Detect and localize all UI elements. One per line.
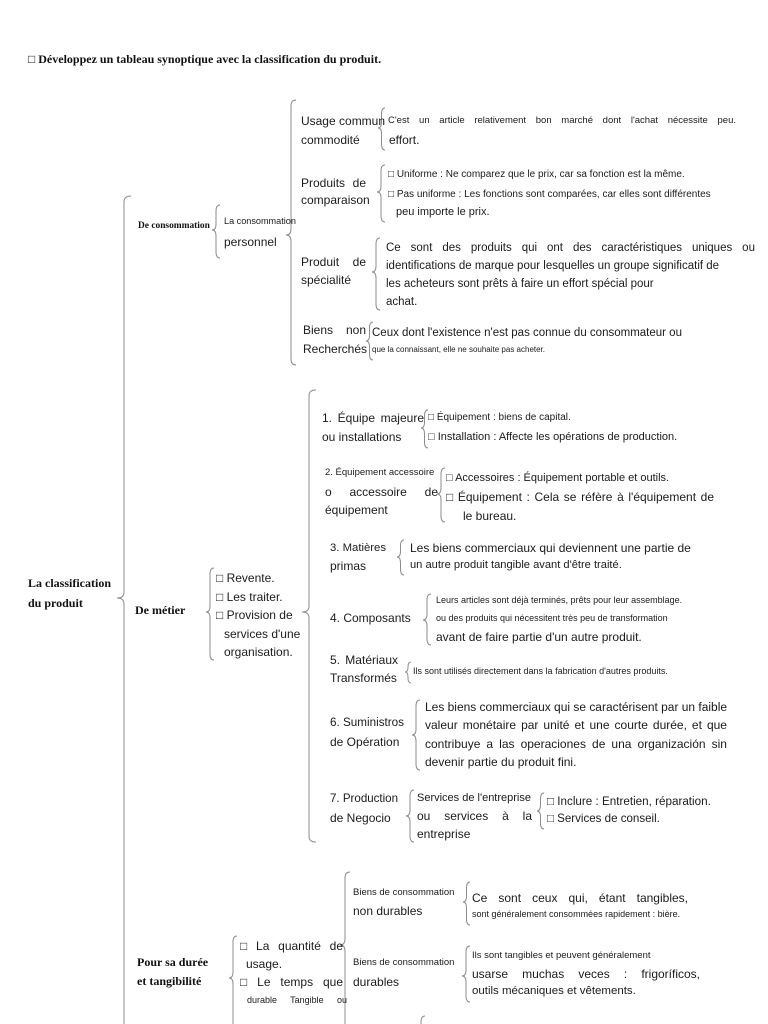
item-name-line: comparaison [301, 193, 370, 207]
criteria-line: □ La quantité de [240, 939, 343, 953]
root-label-line: du produit [28, 596, 83, 610]
item-description-line: un autre produit tangible avant d'être traité. [410, 559, 622, 571]
item-name-line: Biens non [303, 323, 367, 337]
item-description-line: valeur monétaire par unité et une courte durée, et que [425, 718, 727, 732]
item-name-line: Biens de consommation [353, 957, 455, 968]
category-label-line: Pour sa durée [137, 955, 209, 969]
main-brace [117, 196, 131, 1024]
production-brace [406, 790, 414, 842]
durables-brace [462, 946, 470, 1002]
item-description-line: □ Uniforme : Ne comparez que le prix, car sa fonction est la même. [388, 169, 685, 180]
item-description-line: effort. [389, 133, 420, 147]
item-name-line: 3. Matières [330, 542, 386, 554]
personnel-brace [286, 100, 296, 365]
item-name-line: 1. Équipe majeure [322, 411, 424, 425]
item-name-line: équipement [325, 503, 388, 517]
item-detail-line: □ Services de conseil. [547, 813, 660, 825]
item-name-line: non durables [353, 904, 423, 918]
metier-items-brace [302, 390, 316, 842]
matieres-primas-brace [397, 540, 404, 575]
item-description-line: Services de l'entreprise [417, 792, 531, 804]
item-description-line: Leurs articles sont déjà terminés, prêts pour leur assemblage. [436, 595, 683, 605]
metier-purposes-brace [206, 568, 214, 660]
item-name-line: 6. Suministros [330, 716, 404, 729]
item-name-line: 2. Équipement accessoire [325, 467, 435, 478]
item-description-line: Ils sont tangibles et peuvent généralement [472, 950, 651, 961]
item-description-line: Les biens commerciaux qui se caractérisent par un faible [425, 700, 728, 714]
item-name-line: Biens de consommation [353, 887, 455, 898]
item-description-line: C'est un article relativement bon marché dont l'achat nécessite peu. [388, 115, 737, 126]
item-name-line: 7. Production [330, 793, 398, 805]
type-label-line: La consommation [224, 216, 296, 226]
item-description-line: ou services à la [417, 809, 532, 823]
consommation-brace [212, 205, 220, 258]
category-label-line: et tangibilité [137, 974, 202, 988]
item-name-line: Produits de [301, 176, 367, 190]
category-label: De consommation [138, 221, 210, 231]
item-description-line: Ils sont utilisés directement dans la fabrication d'autres produits. [413, 666, 668, 676]
bottom-partial-brace [417, 1016, 425, 1024]
item-description-line: □ Équipement : Cela se réfère à l'équipement de [446, 490, 715, 504]
item-description-line: contribuye a las operaciones de una organización sin [425, 737, 727, 751]
item-name-line: Transformés [330, 671, 397, 685]
item-description-line: entreprise [417, 827, 471, 841]
item-description-line: Ceux dont l'existence n'est pas connue du consommateur ou [372, 327, 682, 339]
specialite-brace [372, 238, 380, 310]
item-description-line: □ Équipement : biens de capital. [428, 412, 571, 423]
item-description-line: avant de faire partie d'un autre produit. [436, 630, 642, 644]
item-description-line: Les biens commerciaux qui deviennent une partie de [410, 541, 691, 555]
purpose-line: □ Revente. [216, 571, 275, 585]
item-description-line: le bureau. [463, 509, 517, 523]
item-name-line: o accessoire de [325, 485, 439, 499]
composants-brace [423, 594, 431, 645]
materiaux-brace [405, 662, 411, 683]
item-description-line: Ce sont ceux qui, étant tangibles, [472, 891, 688, 905]
purpose-line: □ Provision de [216, 608, 293, 622]
item-description-line: ou des produits qui nécessitent très peu de transformation [436, 613, 668, 623]
item-description-line: □ Pas uniforme : Les fonctions sont comparées, car elles sont différentes [388, 189, 711, 200]
criteria-line: durable Tangible ou [247, 995, 347, 1005]
item-description-line: □ Accessoires : Équipement portable et outils. [446, 472, 670, 484]
comparaison-brace [377, 165, 385, 222]
type-label-line: personnel [224, 235, 277, 249]
criteria-line: usage. [246, 957, 283, 971]
item-name-line: de Opération [330, 735, 400, 749]
item-description-line: peu importe le prix. [396, 206, 490, 218]
item-name-line: commodité [301, 133, 360, 147]
item-description-line: sont généralement consommées rapidement : bière. [472, 909, 681, 919]
purpose-line: services d'une [224, 627, 301, 641]
item-description-line: Ce sont des produits qui ont des caractéristiques uniques ou [386, 242, 755, 254]
page-heading: □ Développez un tableau synoptique avec la classification du produit. [28, 52, 382, 66]
purpose-line: □ Les traiter. [216, 590, 283, 604]
item-name-line: Recherchés [303, 342, 368, 356]
suministros-brace [412, 700, 420, 770]
item-name-line: ou installations [322, 430, 402, 444]
criteria-line: □ Le temps que [240, 975, 344, 989]
item-description-line: usarse muchas veces : frigoríficos, [472, 967, 701, 981]
item-description-line: outils mécaniques et vêtements. [472, 985, 636, 997]
purpose-line: organisation. [224, 645, 293, 659]
item-name-line: de Negocio [330, 811, 391, 825]
production-details-brace [537, 793, 544, 829]
item-description-line: □ Installation : Affecte les opérations de production. [428, 431, 678, 443]
item-name-line: 4. Composants [330, 611, 411, 625]
duree-criteria-brace [229, 936, 237, 1024]
item-name-line: Produit de [301, 255, 367, 269]
item-description-line: achat. [386, 296, 418, 308]
item-description-line: que la connaissant, elle ne souhaite pas acheter. [372, 345, 546, 354]
item-description-line: les acheteurs sont prêts à faire un effort spécial pour [386, 278, 654, 290]
item-name-line: Usage commun [301, 114, 385, 128]
item-name-line: spécialité [301, 273, 352, 287]
category-label: De métier [135, 603, 186, 617]
item-description-line: identifications de marque pour lesquelles un groupe significatif de [386, 260, 720, 272]
root-label-line: La classification [28, 576, 111, 590]
item-name-line: 5. Matériaux [330, 653, 398, 667]
item-detail-line: □ Inclure : Entretien, réparation. [547, 795, 711, 808]
item-name-line: primas [330, 559, 367, 573]
item-description-line: devenir partie du produit fini. [425, 755, 577, 769]
item-name-line: durables [353, 975, 400, 989]
